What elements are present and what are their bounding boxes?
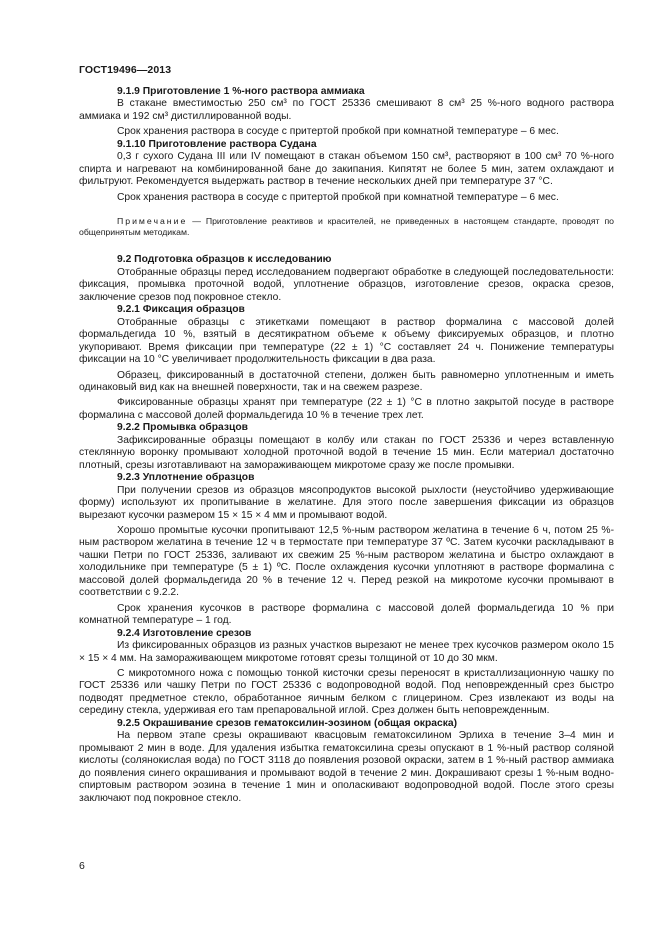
note — [79, 216, 614, 238]
section-title-9-2-2: 9.2.2 Промывка образцов — [117, 422, 248, 434]
section-title-9-2-4: 9.2.4 Изготовление срезов — [117, 627, 252, 639]
paragraph: Срок хранения раствора в сосуде с притертой пробкой при комнатной температуре – 6 мес. — [117, 191, 559, 203]
section-title-9-1-10: 9.1.10 Приготовление раствора Судана — [117, 138, 317, 150]
paragraph: 0,3 г сухого Судана III или IV помещают в стакан объемом 150 см³, растворяют в 100 см³ 70 %-ного спирта и нагревают на комбинированной бане до закипания. Кипятят не более 5 мин, затем охлаждают и фильтруют. Рекомендуется выдержать раствор в течение нескольких дней при температуре 37 °С. — [79, 151, 614, 188]
standard-header: ГОСТ19496—2013 — [79, 64, 172, 76]
section-title-9-2-3: 9.2.3 Уплотнение образцов — [117, 472, 255, 484]
paragraph: Отобранные образцы с этикетками помещают в раствор формалина с массовой долей формальдегида 10 %, взятый в десятикратном объеме к объему фиксируемых образцов, и плотно укупоривают. Время фиксации при температуре (22 ± 1) °С составляет 24 ч. Понижение температуры фиксации на 10 °С увеличивает продолжительность фиксации в два раза. — [79, 316, 614, 366]
paragraph: Из фиксированных образцов из разных участков вырезают не менее трех кусочков размером около 15 × 15 × 4 мм. На замораживающем микротоме готовят срезы толщиной от 10 до 30 мкм. — [79, 640, 614, 664]
paragraph: Образец, фиксированный в достаточной степени, должен быть равномерно уплотненным и иметь одинаковый вид как на внешней поверхности, так и на свежем разрезе. — [79, 369, 614, 394]
paragraph: При получении срезов из образцов мясопродуктов высокой рыхлости (неустойчиво удерживающие форму) используют их пропитывание в желатине. Для этого после завершения фиксации из образцов вырезают кусочки размером 15 × 15 × 4 мм и промывают водой. — [79, 484, 614, 521]
paragraph: Фиксированные образцы хранят при температуре (22 ± 1) °С в плотно закрытой посуде в растворе формалина с массовой долей формальдегида 10 % в течение трех лет. — [79, 397, 614, 421]
paragraph: В стакане вместимостью 250 см³ по ГОСТ 25336 смешивают 8 см³ 25 %-ного водного раствора аммиака и 192 см³ дистиллированной воды. — [79, 98, 614, 122]
paragraph: Хорошо промытые кусочки пропитывают 12,5 %-ным раствором желатина в течение 6 ч, потом 25 %-ным раствором желатина в течение 12 ч в термостате при температуре 37 ºС. Затем кусочки раскладывают в чашки Петри по ГОСТ 25336, заливают их свежим 25 %-ным раствором желатина и быстро охлаждают в холодильнике при температуре (5 ± 1) ºС. После охлаждения кусочки уплотняют в растворе формалина с массовой долей формальдегида 20 % в течение 12 ч. Перед резкой на микротоме кусочки промывают в соответствии с 9.2.2. — [79, 525, 614, 599]
page-number: 6 — [79, 860, 85, 872]
section-title-9-1-9: 9.1.9 Приготовление 1 %-ного раствора аммиака — [117, 86, 365, 97]
section-title-9-2-5: 9.2.5 Окрашивание срезов гематоксилин-эозином (общая окраска) — [117, 717, 457, 729]
paragraph: С микротомного ножа с помощью тонкой кисточки срезы переносят в кристаллизационную чашку по ГОСТ 25336 или чашку Петри по ГОСТ 25336 с водопроводной водой. Под неповрежденный срез быстро подводят предметное стекло, обработанное яичным белком с глицерином. Срез извлекают из воды на середину стекла, удерживая его там препаровальной иглой. Срез должен быть неповрежденным. — [79, 667, 614, 717]
paragraph: Зафиксированные образцы помещают в колбу или стакан по ГОСТ 25336 и через вставленную стеклянную воронку промывают холодной проточной водой в течение 15 мин. Если материал достаточно плотный, срезы изготавливают на замораживающем микротоме сразу же после промывки. — [79, 434, 614, 471]
paragraph: Срок хранения раствора в сосуде с притертой пробкой при комнатной температуре – 6 мес. — [117, 126, 559, 138]
section-title-9-2: 9.2 Подготовка образцов к исследованию — [117, 254, 332, 266]
paragraph: Отобранные образцы перед исследованием подвергают обработке в следующей последовательности: фиксация, промывка проточной водой, уплотнение образцов, изготовление срезов, окраска срезов, заключение срезов под покровное стекло. — [79, 266, 614, 303]
document-body — [79, 86, 614, 805]
note-text: — Приготовление реактивов и красителей, не приведенных в настоящем стандарте, проводят по общепринятым методикам. — [79, 216, 614, 238]
section-title-9-2-1: 9.2.1 Фиксация образцов — [117, 304, 245, 316]
paragraph: На первом этапе срезы окрашивают квасцовым гематоксилином Эрлиха в течение 3–4 мин и промывают 2 мин в воде. Для удаления избытка гематоксилина срезы опускают в 1 %-ный раствор соляной кислоты (солянокислая вода) по ГОСТ 3118 до появления розовой окраски, затем в 1 %-ный раствор аммиака до появления синего окрашивания и промывают водой в течение 2 мин. Докрашивают срезы 1 %-ным водно-спиртовым раствором эозина в течение 1 мин и ополаскивают водопроводной водой. После этого срезы заключают под покровное стекло. — [79, 730, 614, 804]
paragraph: Срок хранения кусочков в растворе формалина с массовой долей формальдегида 10 % при комнатной температуре – 1 год. — [79, 602, 614, 627]
note-label: Примечание — [117, 216, 188, 227]
